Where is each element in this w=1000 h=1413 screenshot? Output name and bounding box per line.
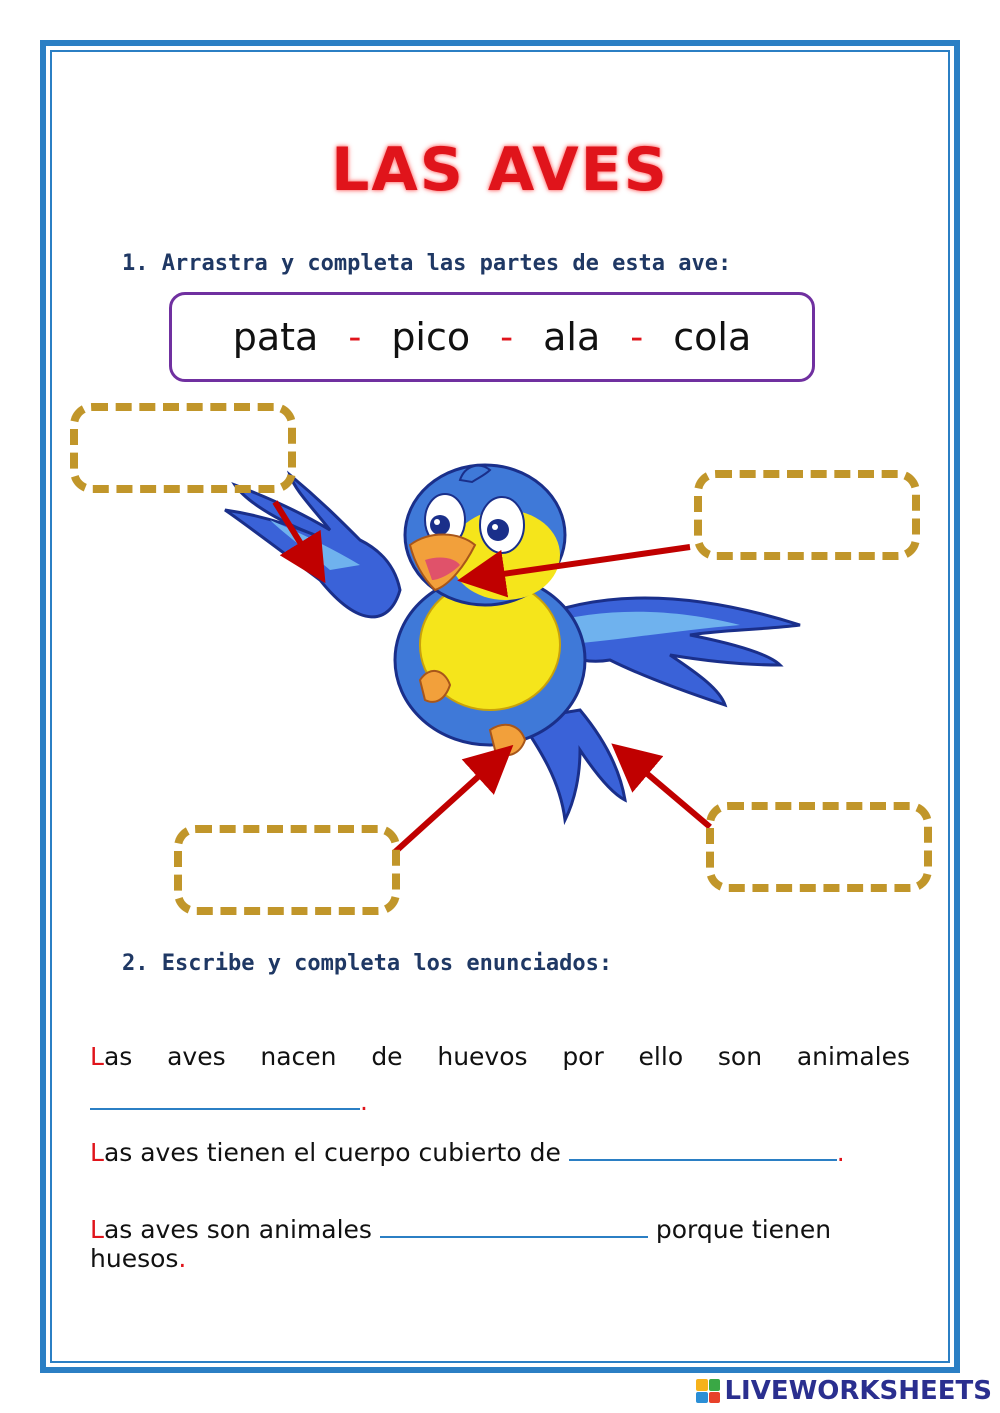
sentence-3: Las aves son animales porque tienen huesos. bbox=[90, 1215, 832, 1273]
drop-box-tail[interactable] bbox=[706, 802, 932, 892]
sentence-word: huevos bbox=[437, 1042, 528, 1071]
liveworksheets-logo-icon bbox=[696, 1379, 720, 1403]
sentence-word: aves bbox=[167, 1042, 226, 1071]
word-separator: - bbox=[630, 316, 644, 358]
sentence-1 bbox=[90, 1042, 910, 1071]
answer-blank-1[interactable] bbox=[90, 1086, 360, 1110]
word-bank-item[interactable]: pico bbox=[391, 315, 471, 359]
sentence-word: nacen bbox=[260, 1042, 337, 1071]
sentence-word: Las bbox=[90, 1042, 133, 1071]
answer-blank-2[interactable] bbox=[569, 1137, 837, 1161]
sentence-end: . bbox=[178, 1244, 187, 1273]
sentence-word: animales bbox=[796, 1042, 910, 1071]
brand-name: LIVEWORKSHEETS bbox=[724, 1376, 992, 1406]
answer-blank-3[interactable] bbox=[380, 1214, 648, 1238]
word-separator: - bbox=[500, 316, 514, 358]
question-1: 1. Arrastra y completa las partes de esta ave: bbox=[122, 251, 732, 276]
sentence-word: ello bbox=[638, 1042, 684, 1071]
word-separator: - bbox=[348, 316, 362, 358]
footer-logo bbox=[696, 1376, 992, 1406]
sentence-word: por bbox=[562, 1042, 604, 1071]
drop-box-beak[interactable] bbox=[694, 470, 920, 560]
drop-box-foot[interactable] bbox=[174, 825, 400, 915]
sentence-end: . bbox=[836, 1138, 845, 1167]
word-bank bbox=[169, 292, 815, 382]
sentence-2: Las aves tienen el cuerpo cubierto de . bbox=[90, 1138, 845, 1167]
sentence-end: . bbox=[360, 1087, 368, 1116]
word-bank-item[interactable]: pata bbox=[232, 315, 319, 359]
sentence-word: son bbox=[717, 1042, 763, 1071]
drop-box-wing[interactable] bbox=[70, 403, 296, 493]
sentence-1-line2 bbox=[90, 1086, 910, 1116]
question-2: 2. Escribe y completa los enunciados: bbox=[122, 951, 613, 976]
sentence-word: de bbox=[371, 1042, 403, 1071]
worksheet-title: LAS AVES bbox=[331, 135, 669, 205]
word-bank-item[interactable]: cola bbox=[673, 315, 752, 359]
word-bank-item[interactable]: ala bbox=[543, 315, 601, 359]
